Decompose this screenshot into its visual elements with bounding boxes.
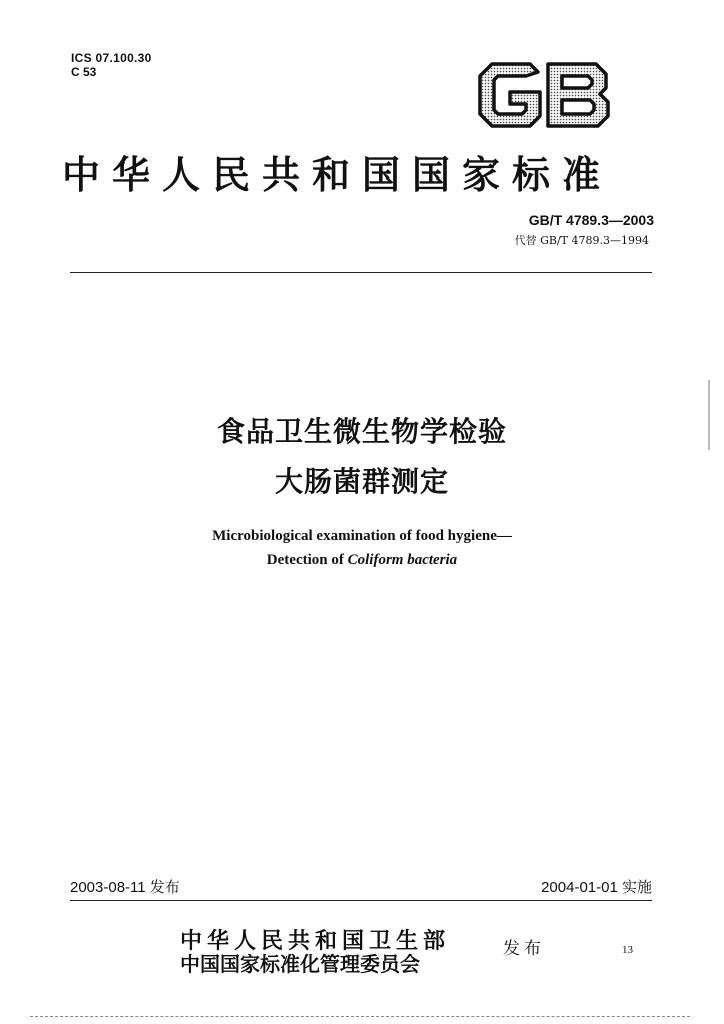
ccs-code: C 53 bbox=[71, 65, 97, 79]
english-title-line1: Microbiological examination of food hygiene— bbox=[212, 528, 512, 544]
english-title-line2 bbox=[0, 550, 724, 570]
gb-logo-graphic bbox=[472, 58, 614, 132]
standard-number: GB/T 4789.3—2003 bbox=[528, 212, 654, 228]
chinese-title-line1: 食品卫生微生物学检验 bbox=[216, 415, 507, 448]
scan-artifact-bottom bbox=[30, 1016, 690, 1017]
national-standard-heading: 中华人民共和国国家标准 bbox=[62, 152, 613, 197]
chinese-title-line2: 大肠菌群测定 bbox=[274, 465, 449, 498]
page-number: 13 bbox=[622, 944, 633, 956]
publisher-standardization-administration: 中国国家标准化管理委员会 bbox=[180, 952, 420, 976]
implementation-date: 2004-01-01 实施 bbox=[541, 879, 652, 896]
publish-label: 发布 bbox=[503, 939, 545, 959]
gb-logo bbox=[472, 58, 614, 132]
top-divider bbox=[70, 272, 652, 273]
bottom-divider bbox=[70, 900, 652, 901]
publisher-ministry-of-health: 中华人民共和国卫生部 bbox=[180, 928, 451, 954]
scan-artifact-edge bbox=[708, 380, 710, 450]
issue-date: 2003-08-11 发布 bbox=[70, 879, 180, 896]
ics-code: ICS 07.100.30 bbox=[71, 51, 152, 65]
replaces-standard: 代替 GB/T 4789.3—1994 bbox=[514, 234, 649, 247]
english-title-italic: Coliform bacteria bbox=[347, 552, 458, 568]
english-title-prefix: Detection of bbox=[266, 552, 348, 568]
